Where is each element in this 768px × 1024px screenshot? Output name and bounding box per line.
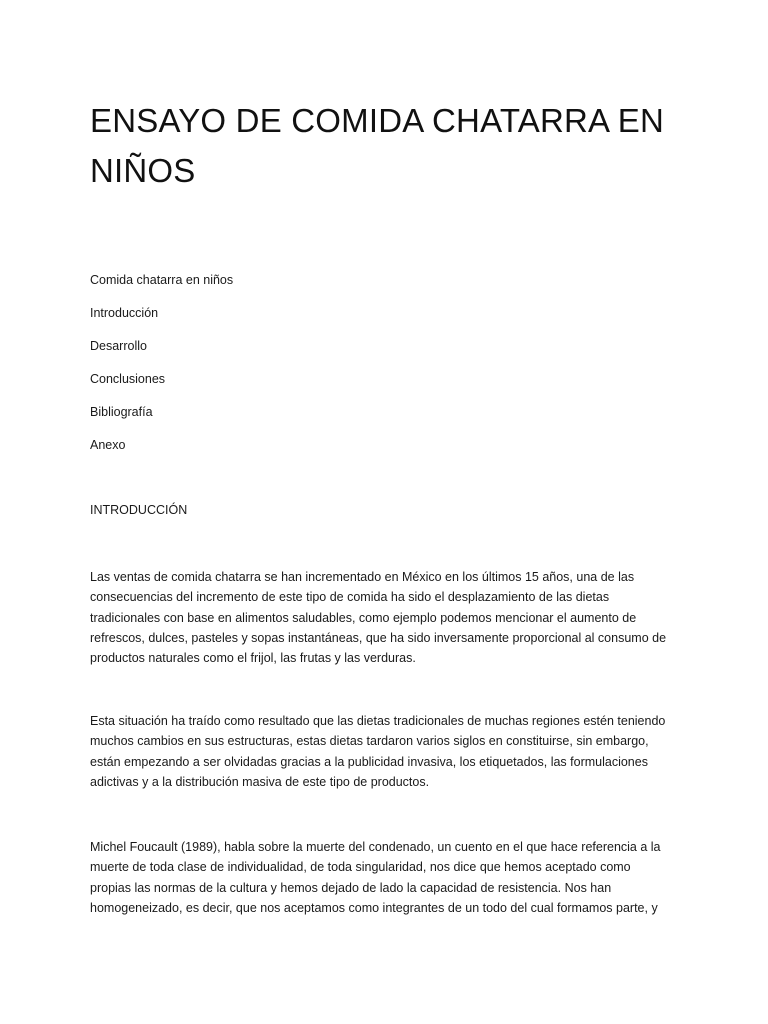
- paragraph-line: homogeneizado, es decir, que nos aceptamos como integrantes de un todo del cual formamos parte, y: [90, 900, 658, 915]
- paragraph-line: muchos cambios en sus estructuras, estas dietas tardaron varios siglos en constituirse, sin embargo,: [90, 734, 649, 749]
- document-title: ENSAYO DE COMIDA CHATARRA EN NIÑOS: [90, 102, 665, 189]
- toc-item-anexo: Anexo: [90, 438, 126, 452]
- paragraph-line: Esta situación ha traído como resultado que las dietas tradicionales de muchas regiones estén teniendo: [90, 714, 666, 728]
- paragraph-line: consecuencias del incremento de este tipo de comida ha sido el desplazamiento de las dietas: [90, 590, 610, 605]
- table-of-contents: [90, 270, 233, 468]
- toc-item-desarrollo: Desarrollo: [90, 339, 147, 353]
- paragraph-line: Las ventas de comida chatarra se han incrementado en México en los últimos 15 años, una de las: [90, 570, 635, 584]
- paragraph-2: [90, 711, 680, 792]
- paragraph-1: [90, 567, 680, 668]
- paragraph-line: Michel Foucault (1989), habla sobre la muerte del condenado, un cuento en el que hace referencia a la: [90, 840, 661, 854]
- section-heading-introduccion: INTRODUCCIÓN: [90, 503, 188, 517]
- paragraph-3: [90, 837, 680, 918]
- paragraph-line: adictivas y a la distribución masiva de este tipo de productos.: [90, 774, 430, 789]
- paragraph-line: refrescos, dulces, pasteles y sopas instantáneas, que ha sido inversamente proporcional al consumo de: [90, 630, 667, 645]
- paragraph-line: muerte de toda clase de individualidad, de toda singularidad, nos dice que hemos aceptado como: [90, 860, 631, 875]
- paragraph-line: productos naturales como el frijol, las frutas y las verduras.: [90, 651, 416, 666]
- toc-item-introduccion: Introducción: [90, 306, 159, 320]
- toc-item-conclusiones: Conclusiones: [90, 372, 166, 386]
- toc-item-bibliografia: Bibliografía: [90, 405, 153, 419]
- toc-item-comida-chatarra: Comida chatarra en niños: [90, 273, 234, 287]
- paragraph-line: tradicionales con base en alimentos saludables, como ejemplo podemos mencionar el aumento de: [90, 610, 637, 625]
- paragraph-line: están empezando a ser olvidadas gracias a la publicidad invasiva, los etiquetados, las formulaciones: [90, 754, 648, 769]
- paragraph-line: propias las normas de la cultura y hemos dejado de lado la capacidad de resistencia. Nos han: [90, 880, 612, 895]
